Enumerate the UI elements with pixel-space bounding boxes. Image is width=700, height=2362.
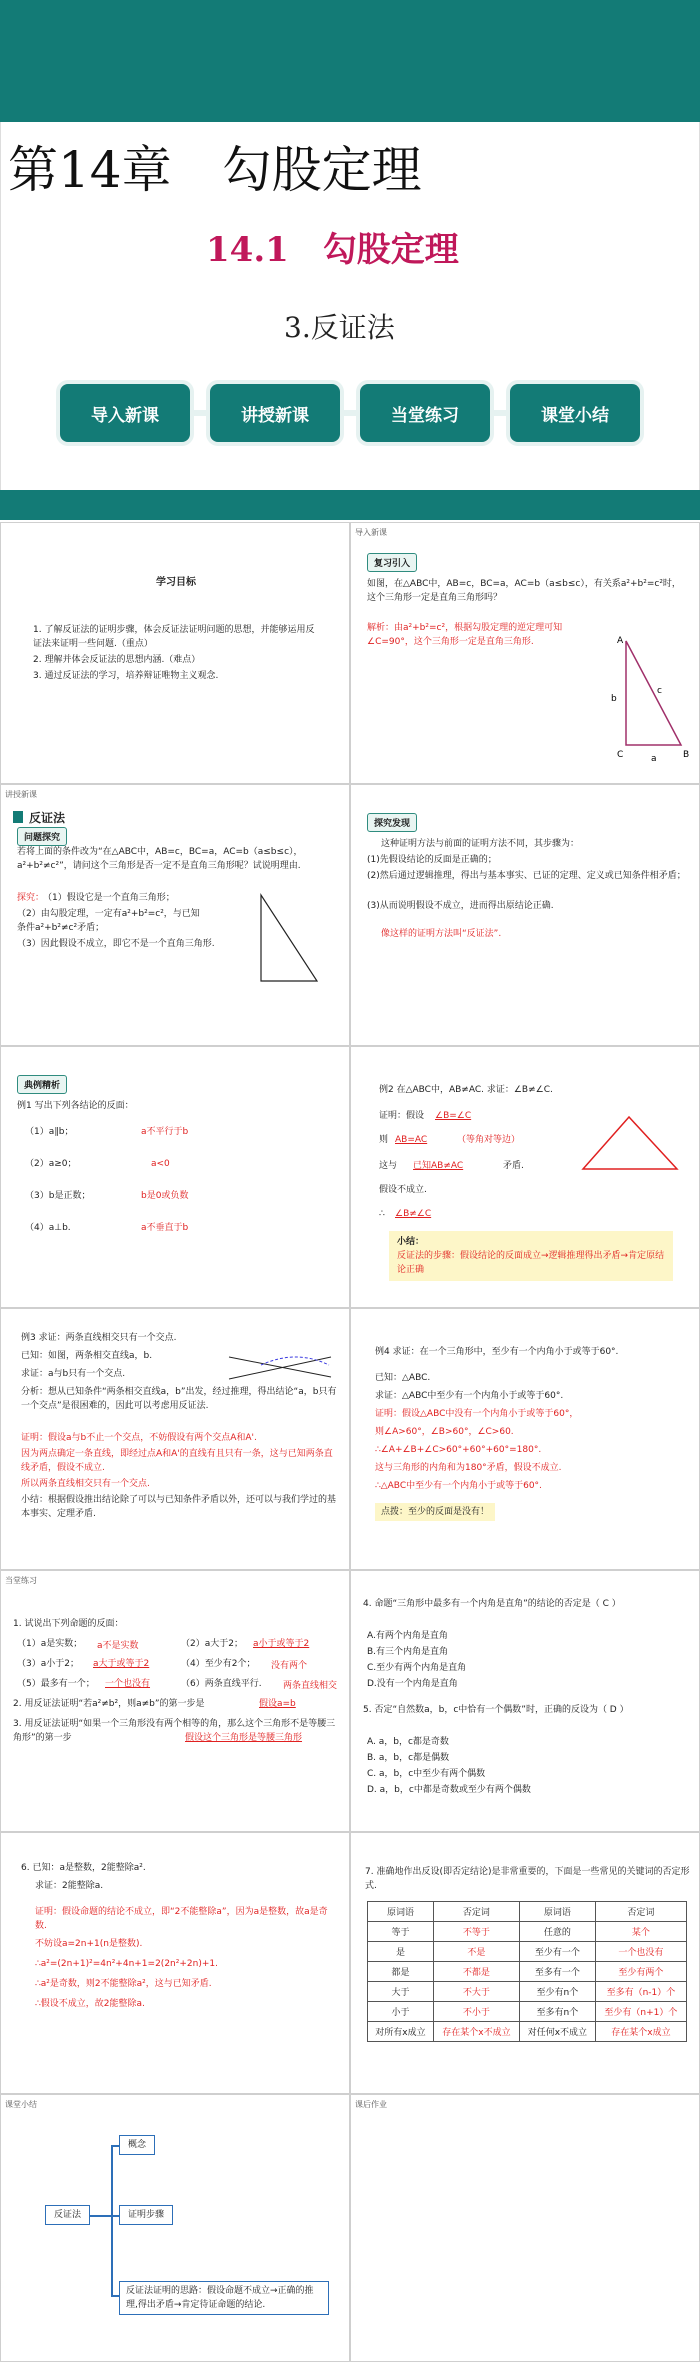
example3-proof: 证明：假设a与b不止一个交点，不妨假设有两个交点A和A'. [21, 1433, 257, 1443]
negation-table [367, 1901, 687, 2042]
section-title: 14.1 勾股定理 [206, 230, 459, 270]
table-row [368, 2022, 687, 2042]
example4-line: 已知：△ABC. [375, 1373, 431, 1383]
label-c-side: c [657, 686, 662, 696]
practice-q1-item: （6）两条直线平行. [181, 1679, 262, 1689]
example2-fill: 矛盾. [503, 1161, 524, 1171]
table-cell: 不等于 [433, 1922, 519, 1942]
example2-fill: AB=AC [395, 1135, 428, 1145]
mindmap-steps: 证明步骤 [119, 2205, 173, 2225]
chapter-title: 第14章 勾股定理 [8, 141, 422, 199]
mindmap-center: 反证法 [45, 2205, 90, 2225]
discover-line: 这种证明方法与前面的证明方法不同，其步骤为： [381, 839, 580, 849]
practice-q3-ans: 假设这个三角形是等腰三角形 [185, 1733, 303, 1743]
example3-end: 小结：根据假设推出结论除了可以与已知条件矛盾以外，还可以与我们学过的基本事实、定理矛盾. [21, 1495, 337, 1519]
discover-line: (2)然后通过逻辑推理，得出与基本事实、已证的定理、定义或已知条件相矛盾； [367, 871, 686, 881]
practice-q3: 3. 用反证法证明“如果一个三角形没有两个相等的角，那么这个三角形不是等腰三角形”的第一步 [13, 1719, 336, 1743]
summary-box [389, 1231, 673, 1281]
discover-tag: 探究发现 [367, 813, 417, 832]
practice-q6-prove: 求证：2能整除a. [35, 1881, 104, 1891]
mindmap-link [111, 2215, 119, 2217]
example1-slide [0, 1046, 350, 1308]
inquiry-text: 若将上面的条件改为“在△ABC中，AB=c，BC=a，AC=b（a≤b≤c），a²+b²≠c²”，请问这个三角形是否一定不是直角三角形呢？试说明理由. [17, 847, 303, 871]
example4-line: 这与三角形的内角和为180°矛盾，假设不成立. [375, 1463, 562, 1473]
practice-q1: 1. 试说出下列命题的反面： [13, 1619, 124, 1629]
practice-q1-ans: 一个也没有 [105, 1679, 151, 1689]
example1-q: （3）b是正数； [25, 1191, 91, 1201]
example1-a: b是0或负数 [141, 1191, 189, 1201]
table-cell: 某个 [595, 1922, 686, 1942]
heading-text: 反证法 [29, 811, 66, 825]
practice-q1-ans: 两条直线相交 [283, 1681, 338, 1691]
triangle-shape [261, 895, 317, 981]
example3-line: 求证：a与b只有一个交点. [21, 1369, 126, 1379]
example4-line: 证明：假设△ABC中没有一个内角小于或等于60°， [375, 1409, 579, 1419]
practice-q4-opt: C.至少有两个内角是直角 [367, 1663, 467, 1673]
example3-slide [0, 1308, 350, 1570]
mindmap-link [111, 2295, 119, 2297]
nav-teach-button[interactable]: 讲授新课 [210, 384, 340, 442]
practice-q1-ans: 没有两个 [271, 1661, 308, 1671]
example3-analysis: 分析：想从已知条件“两条相交直线a，b”出发，经过推理，得出结论“a，b只有一个交点”是很困难的，因此可以考虑用反证法. [21, 1387, 337, 1411]
triangle-shape [626, 641, 681, 745]
table-cell: 存在某个x不成立 [433, 2022, 519, 2042]
right-triangle-figure [591, 633, 691, 763]
practice-q5-opt: C. a，b，c中至少有两个偶数 [367, 1769, 486, 1779]
table-cell: 至多有n个 [519, 2002, 595, 2022]
table-header-cell: 原词语 [519, 1902, 595, 1922]
table-header-cell: 否定词 [433, 1902, 519, 1922]
practice-q4: 4. 命题“三角形中最多有一个内角是直角”的结论的否定是（ C ） [363, 1599, 621, 1609]
table-cell: 至多有（n-1）个 [595, 1982, 686, 2002]
practice-q6-proof: 不妨设a=2n+1(n是整数). [35, 1939, 143, 1949]
table-cell: 是 [368, 1942, 434, 1962]
example1-a: a不平行于b [141, 1127, 189, 1137]
table-cell: 存在某个x成立 [595, 2022, 686, 2042]
discover-line: (3)从而说明假设不成立，进而得出原结论正确. [367, 901, 554, 911]
table-row [368, 2002, 687, 2022]
example2-fill: ∠B≠∠C [395, 1209, 432, 1219]
cover-bottom-band [0, 490, 700, 520]
practice-q5: 5. 否定“自然数a，b，c中恰有一个偶数”时，正确的反设为（ D ） [363, 1705, 629, 1715]
practice-q5-opt: A. a，b，c都是奇数 [367, 1737, 449, 1747]
practice2-slide [350, 1570, 700, 1832]
section-label: 课后作业 [355, 2100, 387, 2109]
goals-item: 3. 通过反证法的学习，培养辩证唯物主义观念. [33, 671, 219, 681]
example2-fill: 已知AB≠AC [413, 1161, 464, 1171]
practice-q2: 2. 用反证法证明“若a²≠b²，则a≠b”的第一步是 [13, 1699, 205, 1709]
mindmap-concept: 概念 [119, 2135, 155, 2155]
explore-step: （2）由勾股定理，一定有a²+b²=c²，与已知条件a²+b²≠c²矛盾； [17, 909, 200, 933]
section-label: 课堂小结 [5, 2100, 37, 2109]
practice-q6-proof: ∴假设不成立，故2能整除a. [35, 1999, 145, 2009]
practice-q5-opt: B. a，b，c都是偶数 [367, 1753, 450, 1763]
triangle-figure [241, 885, 341, 995]
isosceles-triangle-figure [571, 1107, 691, 1187]
table-cell: 任意的 [519, 1922, 595, 1942]
practice-q4-opt: D.没有一个内角是直角 [367, 1679, 458, 1689]
example4-line: ∴△ABC中至少有一个内角小于或等于60°. [375, 1481, 542, 1491]
practice-q5-opt: D. a，b，c中都是奇数或至少有两个偶数 [367, 1785, 531, 1795]
example2-line: ∴ [379, 1209, 385, 1219]
discover-line: (1)先假设结论的反面是正确的； [367, 855, 497, 865]
practice4-slide [350, 1832, 700, 2094]
example4-line: ∴∠A+∠B+∠C>60°+60°+60°=180°. [375, 1445, 542, 1455]
homework-slide [350, 2094, 700, 2362]
example2-slide [350, 1046, 700, 1308]
goals-slide [0, 522, 350, 784]
practice1-slide [0, 1570, 350, 1832]
example2-line: 证明：假设 [379, 1111, 425, 1121]
example4-slide [350, 1308, 700, 1570]
example-tag: 典例精析 [17, 1075, 67, 1094]
table-cell: 至少有一个 [519, 1942, 595, 1962]
example3-proof: 所以两条直线相交只有一个交点. [21, 1479, 150, 1489]
teach-slide [0, 784, 350, 1046]
example1-a: a不垂直于b [141, 1223, 189, 1233]
example4-end: 点拨：至少的反面是没有！ [375, 1503, 495, 1521]
explore-step: （3）因此假设不成立，即它不是一个直角三角形. [17, 939, 215, 949]
practice3-slide [0, 1832, 350, 2094]
heading-marker [13, 811, 23, 823]
intro-slide [350, 522, 700, 784]
practice-q1-item: （2）a大于2； [181, 1639, 243, 1649]
practice-q2-ans: 假设a=b [259, 1699, 296, 1709]
mindmap-link [111, 2145, 119, 2147]
example2-line: 则 [379, 1135, 389, 1145]
table-cell: 都是 [368, 1962, 434, 1982]
example4-line: 求证：△ABC中至少有一个内角小于或等于60°. [375, 1391, 564, 1401]
practice-q1-item: （3）a小于2； [17, 1659, 79, 1669]
label-a-vertex: A [617, 636, 624, 646]
table-header-row [368, 1902, 687, 1922]
practice-q6-proof: ∴a²=(2n+1)²=4n²+4n+1=2(2n²+2n)+1. [35, 1959, 218, 1969]
practice-q1-ans: a大于或等于2 [93, 1659, 150, 1669]
example4-title: 例4 求证：在一个三角形中，至少有一个内角小于或等于60°. [375, 1347, 619, 1357]
triangle-shape [583, 1117, 677, 1169]
practice-q4-opt: A.有两个内角是直角 [367, 1631, 448, 1641]
table-cell: 至多有一个 [519, 1962, 595, 1982]
practice-q7: 7. 准确地作出反设(即否定结论)是非常重要的，下面是一些常见的关键词的否定形式. [365, 1867, 690, 1891]
table-row [368, 1922, 687, 1942]
label-b-vertex: B [683, 750, 690, 760]
table-cell: 对任何x不成立 [519, 2022, 595, 2042]
lesson-title: 3.反证法 [284, 311, 395, 344]
table-cell: 不是 [433, 1942, 519, 1962]
nav-practice-button[interactable]: 当堂练习 [360, 384, 490, 442]
cover-top-band [0, 0, 700, 122]
example2-line: 假设不成立. [379, 1185, 427, 1195]
practice-q1-ans: a不是实数 [97, 1641, 139, 1651]
example3-line: 已知：如图，两条相交直线a，b. [21, 1351, 153, 1361]
table-cell: 大于 [368, 1982, 434, 2002]
intro-question: 如图，在△ABC中，AB=c，BC=a，AC=b（a≤b≤c），有关系a²+b²=c²时，这个三角形一定是直角三角形吗？ [367, 579, 681, 603]
explore-step: （1）假设它是一个直角三角形； [43, 893, 175, 903]
summary-text: 反证法的步骤：假设结论的反面成立→逻辑推理得出矛盾→肯定原结论正确 [397, 1251, 665, 1275]
example1-a: a<0 [151, 1159, 170, 1169]
practice-q4-opt: B.有三个内角是直角 [367, 1647, 449, 1657]
table-cell: 一个也没有 [595, 1942, 686, 1962]
table-cell: 至少有n个 [519, 1982, 595, 2002]
table-cell: 等于 [368, 1922, 434, 1942]
example2-fill: ∠B=∠C [435, 1111, 472, 1121]
example1-q: （1）a∥b； [25, 1127, 74, 1137]
goals-item: 2. 理解并体会反证法的思想内涵.（难点） [33, 655, 201, 665]
example3-title: 例3 求证：两条直线相交只有一个交点. [21, 1333, 177, 1343]
mindmap-trunk [111, 2145, 113, 2295]
intro-answer: 解析：由a²+b²=c²，根据勾股定理的逆定理可知∠C=90°，这个三角形一定是直角三角形. [367, 623, 563, 647]
table-header-cell: 否定词 [595, 1902, 686, 1922]
table-cell: 不大于 [433, 1982, 519, 2002]
table-cell: 至少有两个 [595, 1962, 686, 1982]
discover-slide [350, 784, 700, 1046]
practice-q6: 6. 已知：a是整数，2能整除a². [21, 1863, 146, 1873]
table-cell: 至少有（n+1）个 [595, 2002, 686, 2022]
table-row [368, 1982, 687, 2002]
section-label: 导入新课 [355, 528, 387, 537]
goals-title: 学习目标 [156, 577, 196, 588]
example4-line: 则∠A>60°，∠B>60°，∠C>60. [375, 1427, 514, 1437]
example1-title: 例1 写出下列各结论的反面： [17, 1101, 134, 1111]
practice-q1-item: （5）最多有一个； [17, 1679, 95, 1689]
section-label: 讲授新课 [5, 790, 37, 799]
practice-q1-item: （4）至少有2个； [181, 1659, 256, 1669]
table-cell: 小于 [368, 2002, 434, 2022]
label-a-side: a [651, 754, 657, 763]
label-c-vertex: C [617, 750, 624, 760]
nav-summary-button[interactable]: 课堂小结 [510, 384, 640, 442]
example1-q: （2）a≥0； [25, 1159, 77, 1169]
practice-q6-proof: 证明：假设命题的结论不成立，即“2不能整除a”，因为a是整数，故a是奇数. [35, 1907, 328, 1931]
label-b-side: b [611, 694, 617, 704]
example3-proof: 因为两点确定一条直线，即经过点A和A'的直线有且只有一条，这与已知两条直线矛盾，假设不成立. [21, 1449, 333, 1473]
example2-fill: （等角对等边） [457, 1135, 521, 1145]
table-cell: 对所有x成立 [368, 2022, 434, 2042]
inquiry-tag: 问题探究 [17, 827, 67, 846]
goals-item: 1. 了解反证法的证明步骤，体会反证法证明问题的思想，并能够运用反证法来证明一些问题.（重点） [33, 625, 315, 649]
table-header-cell: 原词语 [368, 1902, 434, 1922]
mindmap-idea: 反证法证明的思路：假设命题不成立→正确的推理,得出矛盾→肯定待证命题的结论. [119, 2281, 329, 2315]
section-label: 当堂练习 [5, 1576, 37, 1585]
review-tag: 复习引入 [367, 553, 417, 572]
example2-title: 例2 在△ABC中，AB≠AC. 求证：∠B≠∠C. [379, 1085, 553, 1095]
practice-q1-item: （1）a是实数； [17, 1639, 83, 1649]
summary-slide [0, 2094, 350, 2362]
table-cell: 不都是 [433, 1962, 519, 1982]
table-row [368, 1942, 687, 1962]
summary-title: 小结： [397, 1237, 425, 1247]
example1-q: （4）a⊥b. [25, 1223, 71, 1233]
table-cell: 不小于 [433, 2002, 519, 2022]
table-row [368, 1962, 687, 1982]
practice-q1-ans: a小于或等于2 [253, 1639, 310, 1649]
discover-end: 像这样的证明方法叫“反证法”. [381, 929, 502, 939]
nav-intro-button[interactable]: 导入新课 [60, 384, 190, 442]
practice-q6-proof: ∴a²是奇数，则2不能整除a²，这与已知矛盾. [35, 1979, 212, 1989]
explore-label: 探究： [17, 893, 45, 903]
example2-line: 这与 [379, 1161, 398, 1171]
dashed-curve [261, 1357, 329, 1365]
